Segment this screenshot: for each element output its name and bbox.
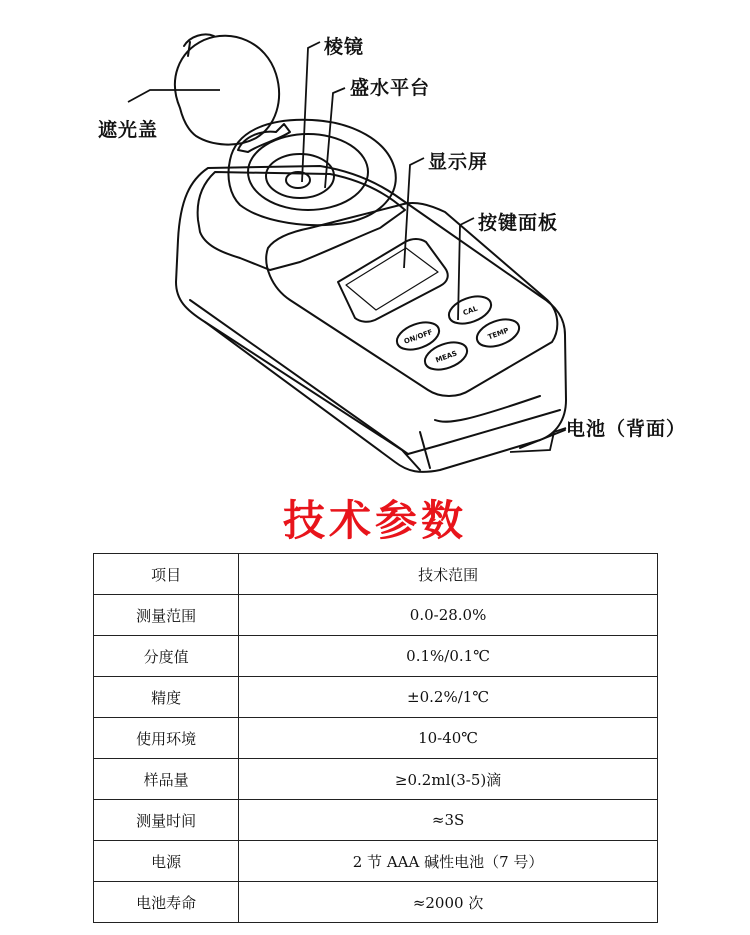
- row-value: 2 节 AAA 碱性电池（7 号）: [239, 841, 658, 882]
- section-title: 技术参数: [282, 496, 467, 545]
- row-value: 10-40℃: [239, 718, 658, 759]
- row-item: 使用环境: [94, 718, 239, 759]
- row-value: 0.1%/0.1℃: [239, 636, 658, 677]
- row-value: ≈2000 次: [239, 882, 658, 923]
- table-row: [94, 841, 658, 882]
- row-item: 电池寿命: [94, 882, 239, 923]
- cover-lid-rim: [184, 34, 214, 46]
- label-sample-stage: 盛水平台: [350, 77, 431, 99]
- table-row: [94, 882, 658, 923]
- onoff-button-label: ON/OFF: [402, 328, 434, 346]
- label-prism: 棱镜: [324, 36, 365, 58]
- label-display: 显示屏: [428, 151, 489, 173]
- table-row: [94, 718, 658, 759]
- label-keypad: 按键面板: [478, 212, 559, 234]
- leader-prism: [302, 42, 320, 182]
- row-value: ≥0.2ml(3-5)滴: [239, 759, 658, 800]
- table-row: [94, 800, 658, 841]
- row-item: 分度值: [94, 636, 239, 677]
- leader-keypad: [458, 218, 474, 320]
- table-row: [94, 636, 658, 677]
- table-row: [94, 595, 658, 636]
- meas-button-label: MEAS: [434, 349, 459, 365]
- row-item: 测量范围: [94, 595, 239, 636]
- leader-cover: [128, 90, 220, 102]
- temp-button-label: TEMP: [486, 326, 510, 342]
- cal-button-label: CAL: [461, 304, 479, 318]
- table-header-row: [94, 554, 658, 595]
- row-value: 0.0-28.0%: [239, 595, 658, 636]
- row-value: ≈3S: [239, 800, 658, 841]
- table-row: [94, 759, 658, 800]
- table-row: [94, 677, 658, 718]
- header-value: 技术范围: [239, 554, 658, 595]
- header-item: 项目: [94, 554, 239, 595]
- label-cover: 遮光盖: [98, 119, 159, 141]
- row-item: 电源: [94, 841, 239, 882]
- row-item: 样品量: [94, 759, 239, 800]
- row-value: ±0.2%/1℃: [239, 677, 658, 718]
- row-item: 精度: [94, 677, 239, 718]
- row-item: 测量时间: [94, 800, 239, 841]
- spec-table: [93, 553, 658, 923]
- label-battery: 电池（背面）: [566, 418, 687, 440]
- prism-well-inner: [266, 154, 334, 198]
